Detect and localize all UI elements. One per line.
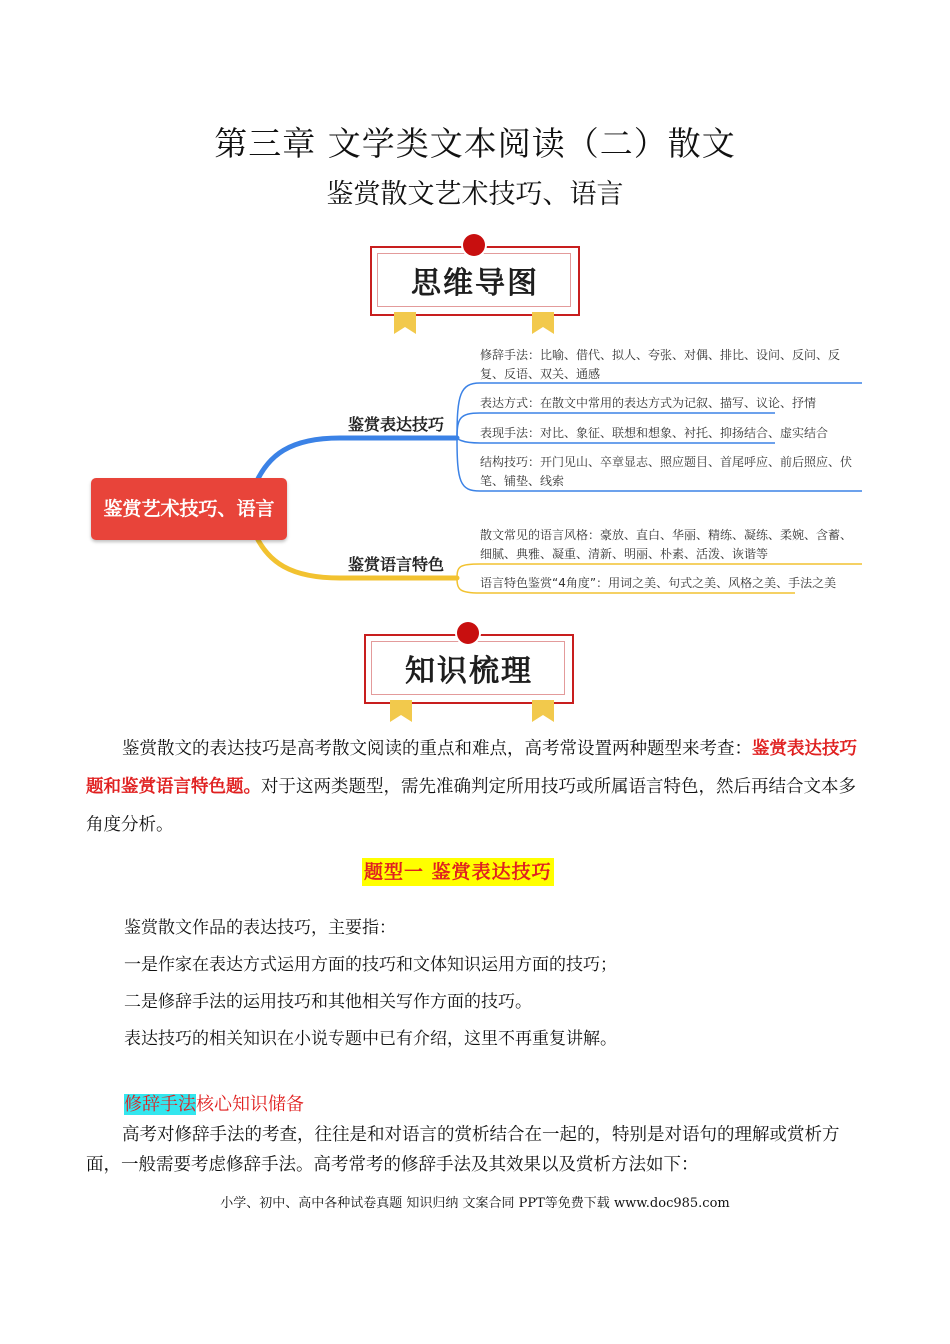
section1-line-1: 鉴赏散文作品的表达技巧，主要指： (124, 918, 396, 938)
section1-line-2: 一是作家在表达方式运用方面的技巧和文体知识运用方面的技巧； (124, 955, 617, 975)
mindmap-root: 鉴赏艺术技巧、语言 (91, 478, 287, 540)
branch-language-features: 鉴赏语言特色 (348, 555, 445, 574)
subheading-highlight: 修辞手法 (124, 1094, 196, 1115)
leaf-rhetoric: 修辞手法：比喻、借代、拟人、夸张、对偶、排比、设问、反问、反复、反语、双关、通感 (480, 348, 841, 381)
subheading-rhetoric-knowledge (124, 1090, 304, 1116)
leaf-structure: 结构技巧：开门见山、卒章显志、照应题目、首尾呼应、前后照应、伏笔、铺垫、线索 (480, 455, 853, 488)
banner-dot-icon (457, 622, 479, 644)
page-subtitle: 鉴赏散文艺术技巧、语言 (326, 179, 624, 210)
section-heading-type-one: 题型一 鉴赏表达技巧 (362, 858, 554, 886)
knowledge-banner (364, 634, 574, 704)
section1-line-3: 二是修辞手法的运用技巧和其他相关写作方面的技巧。 (124, 992, 532, 1012)
branch-expression-skills: 鉴赏表达技巧 (348, 415, 445, 434)
section2-paragraph: 高考对修辞手法的考查，往往是和对语言的赏析结合在一起的，特别是对语句的理解或赏析方面，一般需要考虑修辞手法。高考常考的修辞手法及其效果以及赏析方法如下： (86, 1125, 840, 1175)
leaf-language-styles: 散文常见的语言风格：豪放、直白、华丽、精练、凝练、柔婉、含蓄、细腻、典雅、凝重、清新、明丽、朴素、活泼、诙谐等 (480, 528, 853, 561)
section1-line-4: 表达技巧的相关知识在小说专题中已有介绍，这里不再重复讲解。 (124, 1029, 617, 1049)
intro-text-2: 对于这两类题型，需先准确判定所用技巧或所属语言特色，然后再结合文本多角度分析。 (86, 777, 856, 835)
banner-label: 思维导图 (411, 266, 539, 301)
subheading-rest: 核心知识储备 (196, 1094, 304, 1115)
leaf-four-angles: 语言特色鉴赏“4角度”：用词之美、句式之美、风格之美、手法之美 (480, 576, 837, 590)
intro-paragraph (86, 730, 866, 844)
page-title: 第三章 文学类文本阅读（二）散文 (214, 124, 736, 163)
banner-label: 知识梳理 (405, 654, 533, 689)
leaf-techniques: 表现手法：对比、象征、联想和想象、衬托、抑扬结合、虚实结合 (480, 426, 829, 440)
intro-highlight: 鉴赏表达技巧题和鉴赏语言特色题。 (86, 739, 857, 797)
leaf-expression-modes: 表达方式：在散文中常用的表达方式为记叙、描写、议论、抒情 (480, 396, 817, 410)
footer-text: 小学、初中、高中各种试卷真题 知识归纳 文案合同 PPT等免费下载 www.doc985.com (220, 1196, 730, 1211)
intro-text-1: 鉴赏散文的表达技巧是高考散文阅读的重点和难点，高考常设置两种题型来考查： (122, 739, 752, 759)
